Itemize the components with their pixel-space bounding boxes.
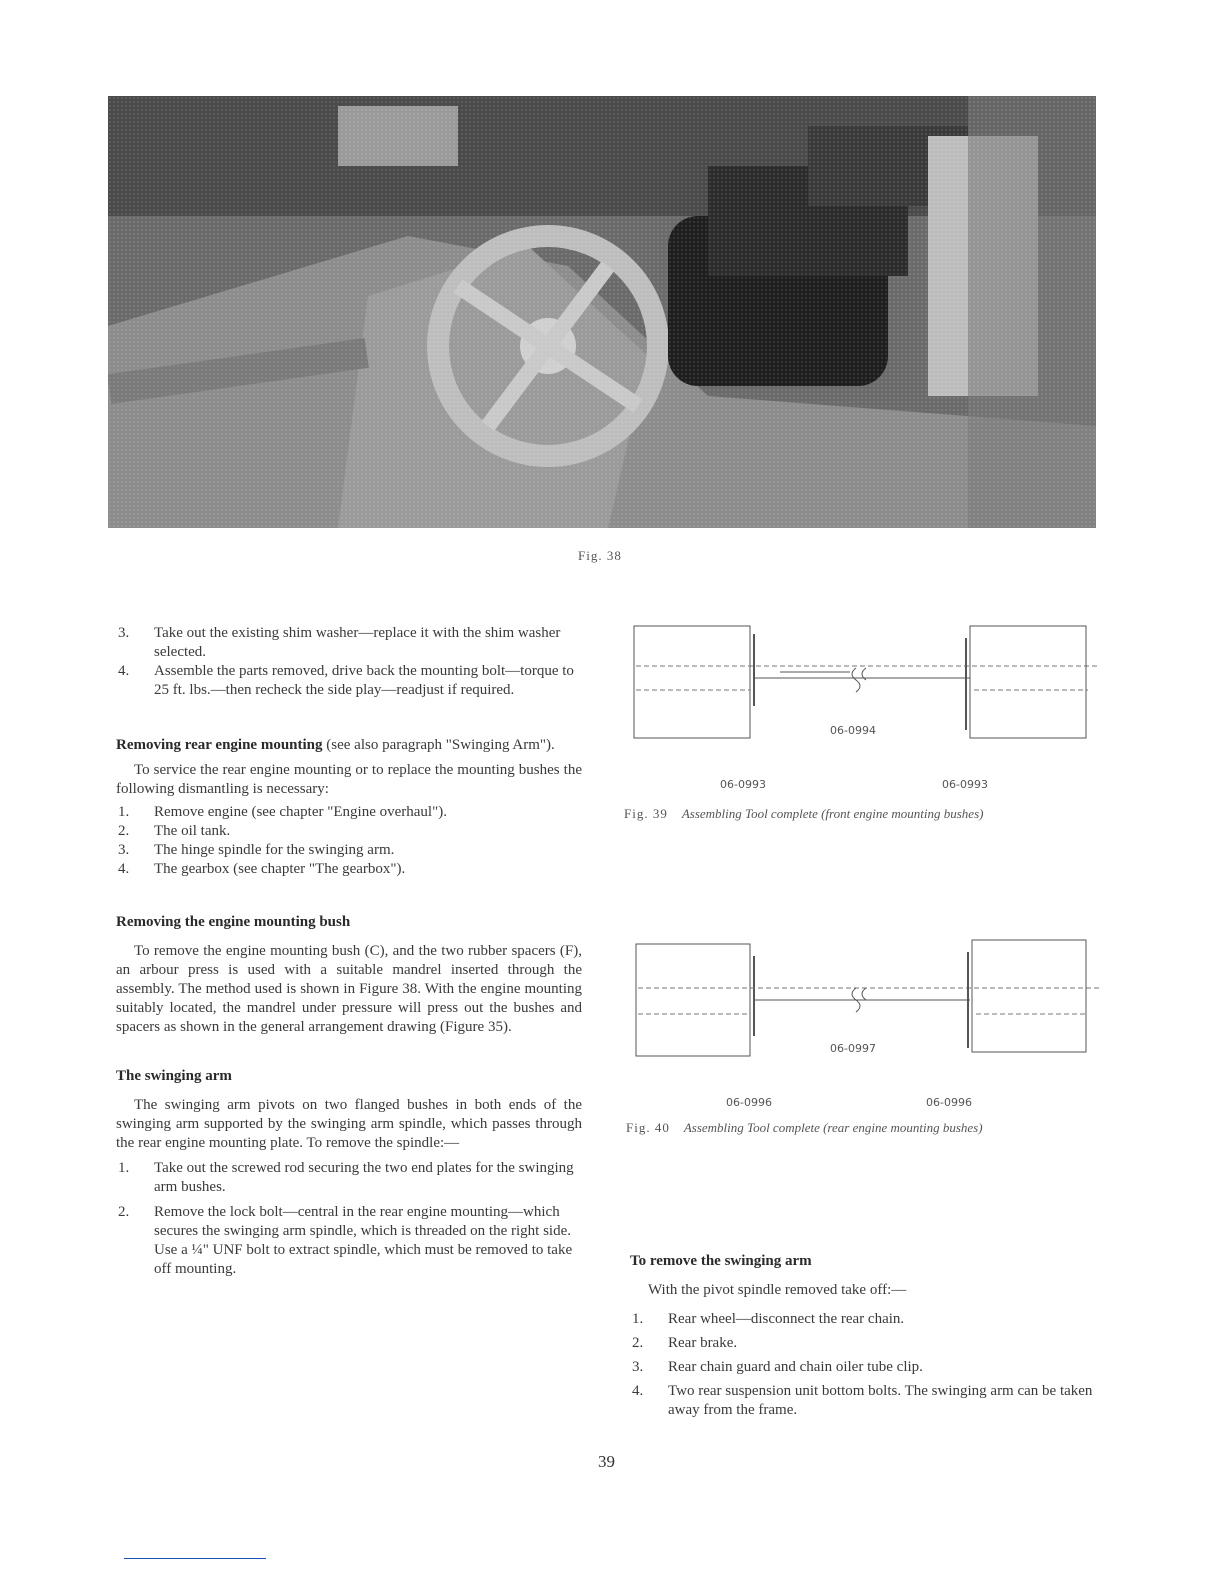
list-item: 2. The oil tank. [118, 823, 231, 839]
footer-rule [124, 1558, 266, 1559]
figure-39-drawing [630, 620, 1100, 750]
page-number: 39 [598, 1452, 615, 1471]
center-code: 06-0997 [830, 1042, 876, 1055]
rear-mounting-intro: Removing rear engine mounting (see also paragraph "Swinging Arm"). [116, 737, 555, 753]
figure-40-caption: Fig. 40 Assembling Tool complete (rear engine mounting bushes) [626, 1120, 983, 1135]
intro-steps [116, 624, 582, 700]
figure-38-photo [108, 96, 1096, 528]
figure-39-caption: Fig. 39 Assembling Tool complete (front engine mounting bushes) [624, 806, 984, 821]
list-item: 2. Rear brake. [632, 1335, 738, 1351]
center-code: 06-0994 [830, 724, 876, 737]
list-item: 1. Remove engine (see chapter "Engine overhaul"). [118, 804, 447, 820]
mounting-bush-heading: Removing the engine mounting bush [116, 914, 351, 930]
rear-mounting-paragraph: To service the rear engine mounting or to replace the mounting bushes the following dismantling is necessary: [116, 762, 582, 797]
swinging-arm-paragraph: The swinging arm pivots on two flanged bushes in both ends of the swinging arm supported by the swinging arm spindle, which passes through the rear engine mounting plate. To remove the spindle:— [116, 1097, 582, 1151]
list-item: 3. Rear chain guard and chain oiler tube clip. [632, 1359, 923, 1375]
list-item: 2. Remove the lock bolt—central in the rear engine mounting—which secures the swinging arm spindle, which is threaded on the right side. Use a ¼" UNF bolt to extract spindle, which must be removed to take off mounting. [118, 1204, 573, 1277]
right-column-text [630, 1252, 1104, 1420]
left-code: 06-0996 [726, 1096, 772, 1109]
section-heading: Removing rear engine mounting [116, 737, 323, 753]
right-code: 06-0993 [942, 778, 988, 791]
figure-38-caption: Fig. 38 [578, 548, 622, 563]
swinging-arm-steps [116, 1159, 582, 1279]
list-item: 4. The gearbox (see chapter "The gearbox"). [118, 861, 406, 877]
list-item: 3. The hinge spindle for the swinging arm. [118, 842, 395, 858]
list-item: 3. Take out the existing shim washer—replace it with the shim washer selected. [118, 625, 561, 660]
list-item: 1. Rear wheel—disconnect the rear chain. [632, 1311, 905, 1327]
left-column [116, 624, 582, 1279]
list-item: 4. Two rear suspension unit bottom bolts. The swinging arm can be taken away from the frame. [632, 1383, 1093, 1418]
list-item: 1. Take out the screwed rod securing the two end plates for the swinging arm bushes. [118, 1160, 574, 1195]
figure-38-illustration [108, 96, 1096, 528]
remove-arm-steps [630, 1310, 1104, 1420]
rear-mounting-steps [116, 803, 582, 879]
figure-40-drawing [630, 936, 1100, 1068]
left-code: 06-0993 [720, 778, 766, 791]
mounting-bush-paragraph: To remove the engine mounting bush (C), and the two rubber spacers (F), an arbour press is used with a suitable mandrel inserted through the assembly. The method used is shown in Figure 38. With the engine mounting suitably located, the mandrel under pressure will press out the bushes and spacers as shown in the general arrangement drawing (Figure 35). [116, 943, 582, 1035]
right-code: 06-0996 [926, 1096, 972, 1109]
list-item: 4. Assemble the parts removed, drive back the mounting bolt—torque to 25 ft. lbs.—then recheck the side play—readjust if required. [118, 663, 574, 698]
remove-arm-paragraph: With the pivot spindle removed take off:— [648, 1282, 907, 1298]
remove-arm-heading: To remove the swinging arm [630, 1253, 812, 1269]
swinging-arm-heading: The swinging arm [116, 1068, 232, 1084]
